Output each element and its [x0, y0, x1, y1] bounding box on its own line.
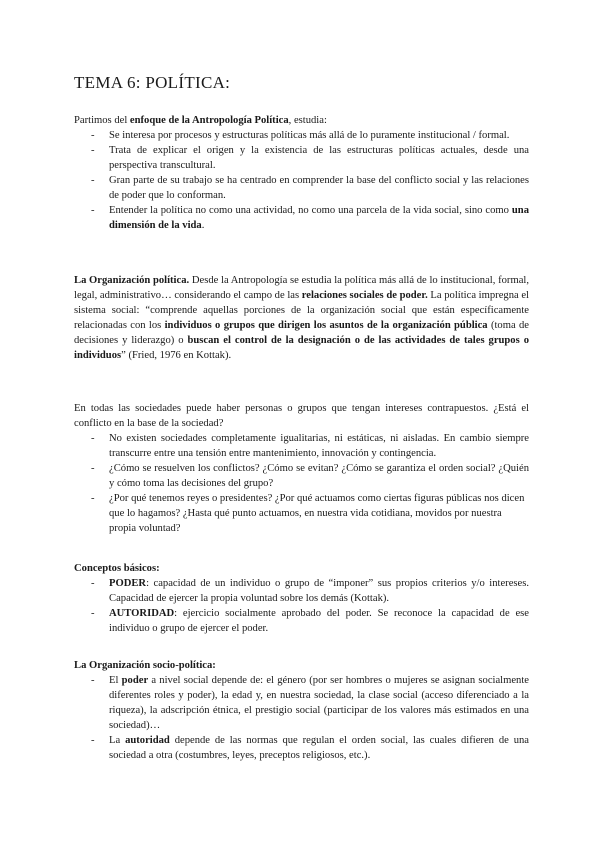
paragraph-bold: individuos o grupos que dirigen los asuntos de la organización pública: [164, 320, 488, 331]
paragraph-text: (toma de decisiones y liderazgo) o: [74, 320, 529, 346]
paragraph-text: ” (Fried, 1976 en Kottak).: [121, 350, 232, 361]
page-title: TEMA 6: POLÍTICA:: [74, 73, 231, 92]
intro-text: Partimos del: [74, 115, 130, 126]
paragraph-bold: buscan el control de la designación o de las actividades de tales grupos o individuos: [74, 335, 529, 361]
conceptos-list: [74, 576, 529, 636]
sociopolitica-section: [74, 658, 529, 763]
term-bold: PODER: [109, 578, 147, 589]
term-definition: : capacidad de un individuo o grupo de “imponer” sus propios criterios y/o intereses. Capacidad de ejercer la propia voluntad sobre los demás (Kottak).: [109, 578, 529, 604]
list-item-text-end: .: [201, 220, 205, 231]
list-item: - Trata de explicar el origen y la existencia de las estructuras políticas actuales, desde una perspectiva transcultural.: [109, 143, 529, 173]
intro-bold: enfoque de la Antropología Política: [129, 115, 289, 126]
intro-list: [74, 128, 529, 233]
conflicto-list: [74, 431, 529, 536]
list-item-bold: una dimensión de la vida: [109, 205, 529, 231]
paragraph-text: La política impregna el sistema social: “comprende aquellas porciones de la organización social que están específicamente relacionadas con los: [74, 290, 529, 331]
list-item: [109, 606, 529, 636]
list-item: - ¿Cómo se resuelven los conflictos? ¿Cómo se evitan? ¿Cómo se garantiza el orden social? ¿Quién y cómo toma las decisiones del grupo?: [109, 461, 529, 491]
paragraph-text: Desde la Antropología se estudia la política más allá de lo institucional, formal, legal, administrativo… considerando el campo de las: [74, 275, 529, 301]
intro-paragraph: [74, 113, 529, 128]
list-item-text-end: a nivel social depende de: el género (por ser hombres o mujeres se asignan socialmente diferentes roles y poder), la edad y, en nuestra sociedad, la clase social (acceso diferenciado a la riqueza), la adscripción étnica, el prestigio social (participar de los valores más estimados en una sociedad)…: [109, 675, 529, 731]
list-item: [109, 576, 529, 606]
term-definition: : ejercicio socialmente aprobado del poder. Se reconoce la capacidad de ese individuo o grupo de ejercer el poder.: [109, 608, 529, 634]
list-item: [109, 733, 529, 763]
list-item: [109, 203, 529, 233]
list-item-bold: poder: [121, 675, 149, 686]
conflicto-paragraph: En todas las sociedades puede haber personas o grupos que tengan intereses contrapuestos. ¿Está el conflicto en la base de la sociedad?: [74, 403, 529, 429]
list-item-text: La: [109, 735, 126, 746]
list-item-bold: autoridad: [125, 735, 170, 746]
section-heading: La Organización socio-política:: [74, 660, 216, 671]
section-heading: Conceptos básicos:: [74, 563, 160, 574]
sociopolitica-list: [74, 673, 529, 763]
organizacion-paragraph: [74, 273, 529, 363]
intro-section: [74, 113, 529, 233]
term-bold: AUTORIDAD: [109, 608, 175, 619]
list-item: - No existen sociedades completamente igualitarias, ni estáticas, ni aisladas. En cambio siempre transcurre entre una tensión entre mantenimiento, innovación y contingencia.: [109, 431, 529, 461]
conflicto-section: [74, 401, 529, 536]
list-item: [109, 673, 529, 733]
list-item: - Gran parte de su trabajo se ha centrado en comprender la base del conflicto social y las relaciones de poder que lo conforman.: [109, 173, 529, 203]
list-item-text: Entender la política no como una actividad, no como una parcela de la vida social, sino como: [109, 205, 512, 216]
conceptos-section: [74, 561, 529, 636]
list-item: - ¿Por qué tenemos reyes o presidentes? ¿Por qué actuamos como ciertas figuras públicas nos dicen que lo hagamos? ¿Hasta qué punto actuamos, en nuestra vida cotidiana, movidos por nuestra propia voluntad?: [109, 491, 529, 536]
list-item-text: El: [109, 675, 122, 686]
paragraph-bold: relaciones sociales de poder.: [301, 290, 428, 301]
intro-text-end: , estudia:: [288, 115, 327, 126]
list-item-text-end: depende de las normas que regulan el orden social, las cuales difieren de una sociedad a otra (costumbres, leyes, preceptos religiosos, etc.).: [109, 735, 530, 761]
organizacion-section: [74, 273, 529, 363]
list-item: - Se interesa por procesos y estructuras políticas más allá de lo puramente institucional / formal.: [109, 128, 529, 143]
section-heading: La Organización política.: [74, 275, 190, 286]
